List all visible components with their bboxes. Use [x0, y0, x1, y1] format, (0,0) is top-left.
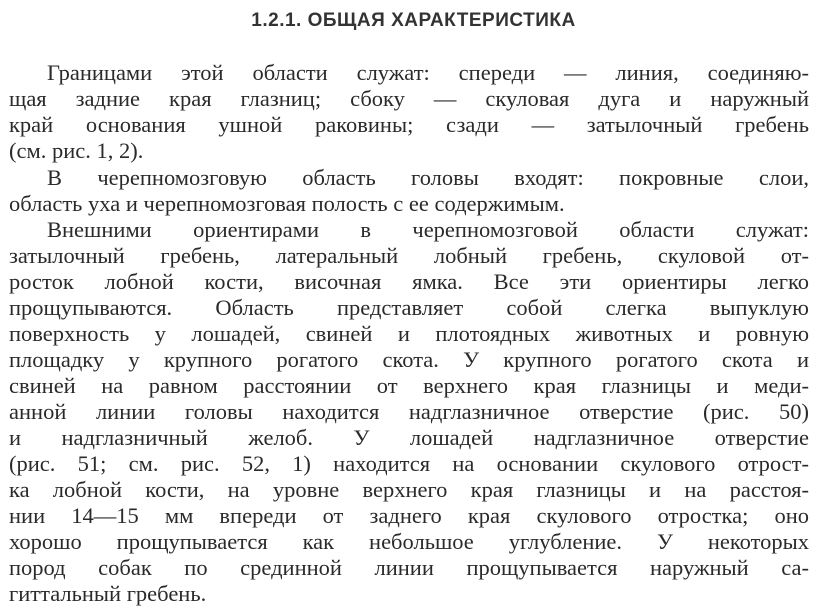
text-line: росток лобной кости, височная ямка. Все эти ориентиры легко [9, 269, 809, 294]
text-line: щая задние края глазниц; сбоку — скуловая дуга и наружный [9, 86, 809, 111]
text-line: пород собак по срединной линии прощупывается наружный са- [9, 555, 809, 580]
text-line: поверхность у лошадей, свиней и плотоядных животных и ровную [9, 321, 809, 346]
text-line: прощупываются. Область представляет собой слегка выпуклую [9, 295, 809, 320]
text-line: В черепномозговую область головы входят: покровные слои, [47, 165, 809, 190]
text-line: затылочный гребень, латеральный лобный гребень, скуловой от- [9, 243, 809, 268]
text-line: анной линии головы находится надглазничное отверстие (рис. 50) [9, 399, 809, 424]
text-line: ка лобной кости, на уровне верхнего края глазницы и на расстоя- [9, 477, 809, 502]
text-line: край основания ушной раковины; сзади — затылочный гребень [9, 112, 809, 137]
text-line: (рис. 51; см. рис. 52, 1) находится на основании скулового отрост- [9, 451, 809, 476]
text-line: Границами этой области служат: спереди — линия, соединяю- [47, 60, 809, 85]
text-line: область уха и черепномозговая полость с ее содержимым. [9, 191, 565, 216]
text-line: и надглазничный желоб. У лошадей надглазничное отверстие [9, 425, 809, 450]
text-line: хорошо прощупывается как небольшое углубление. У некоторых [9, 529, 809, 554]
text-line: гиттальный гребень. [9, 581, 207, 606]
text-line: нии 14—15 мм впереди от заднего края скулового отростка; оно [9, 503, 809, 528]
section-heading: 1.2.1. ОБЩАЯ ХАРАКТЕРИСТИКА [251, 10, 576, 31]
text-line: Внешними ориентирами в черепномозговой области служат: [47, 217, 809, 242]
text-line: (см. рис. 1, 2). [9, 138, 144, 163]
text-line: свиней на равном расстоянии от верхнего края глазницы и меди- [9, 373, 809, 398]
text-line: площадку у крупного рогатого скота. У крупного рогатого скота и [9, 347, 809, 372]
